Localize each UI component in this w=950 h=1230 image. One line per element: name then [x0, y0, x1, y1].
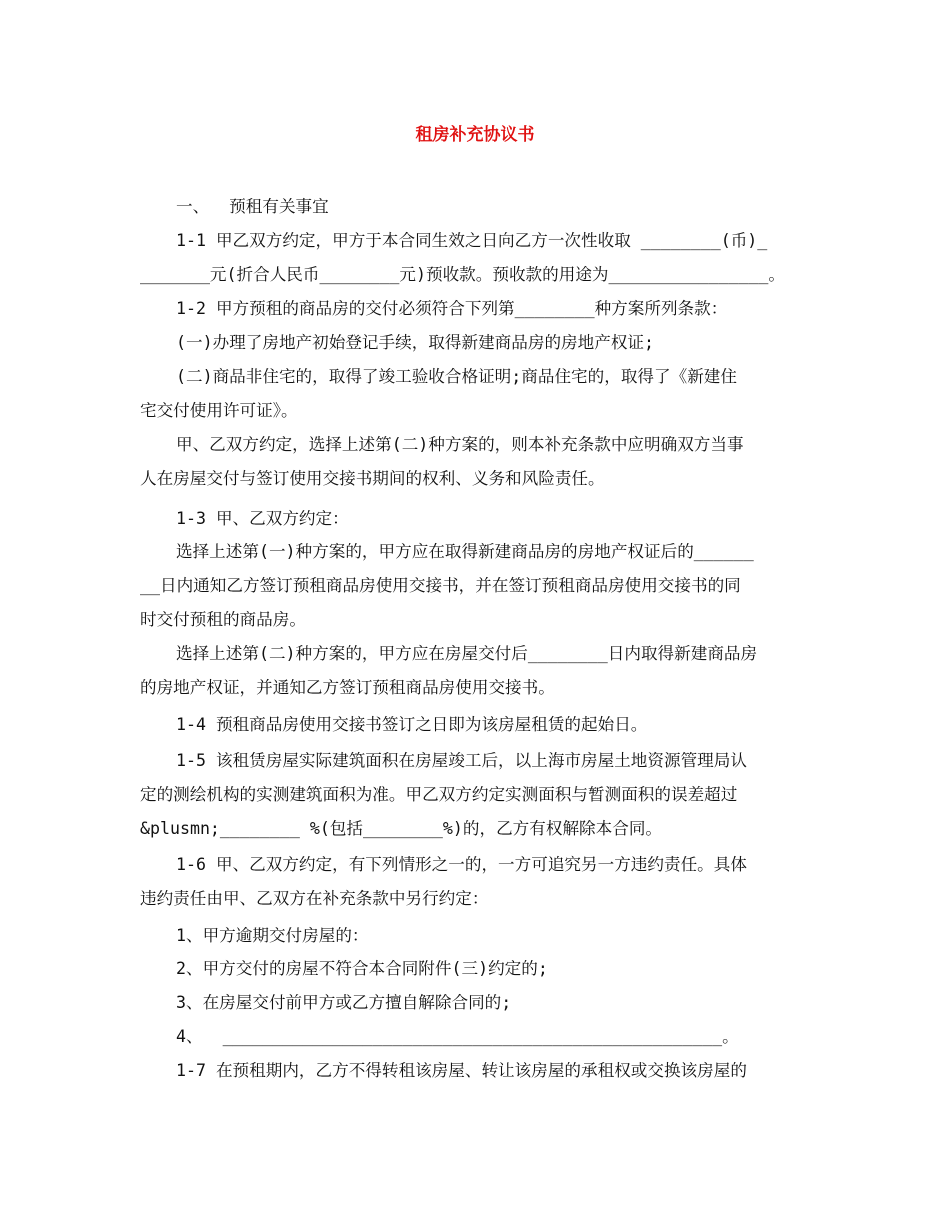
document-title: 租房补充协议书 [415, 125, 535, 145]
paragraph-line: 1-5 该租赁房屋实际建筑面积在房屋竣工后，以上海市房屋土地资源管理局认 [176, 751, 747, 770]
paragraph-line: 1-6 甲、乙双方约定，有下列情形之一的，一方可追究另一方违约责任。具体 [176, 855, 747, 874]
paragraph-line: 选择上述第(一)种方案的，甲方应在取得新建商品房的房地产权证后的______ [176, 542, 754, 561]
paragraph-line: (一)办理了房地产初始登记手续，取得新建商品房的房地产权证; [176, 333, 655, 352]
paragraph-line: 1-7 在预租期内，乙方不得转租该房屋、转让该房屋的承租权或交换该房屋的 [176, 1061, 747, 1080]
paragraph-line: 甲、乙双方约定，选择上述第(二)种方案的，则本补充条款中应明确双方当事 [176, 435, 744, 454]
paragraph-line: 1-1 甲乙双方约定，甲方于本合同生效之日向乙方一次性收取 ________(币)_ [176, 231, 768, 250]
paragraph-line: 1-2 甲方预租的商品房的交付必须符合下列第________种方案所列条款： [176, 299, 728, 318]
paragraph-line: _______元(折合人民币________元)预收款。预收款的用途为________________。 [140, 265, 785, 284]
paragraph-line: 时交付预租的商品房。 [140, 610, 306, 629]
list-item: 3、在房屋交付前甲方或乙方擅自解除合同的; [176, 993, 512, 1012]
list-item: 4、 __________________________________________________。 [176, 1027, 739, 1046]
paragraph-line: &plusmn;________ %(包括________%)的，乙方有权解除本合同。 [140, 819, 663, 838]
paragraph-line: 人在房屋交付与签订使用交接书期间的权利、义务和风险责任。 [140, 469, 605, 488]
paragraph-line: 定的测绘机构的实测建筑面积为准。甲乙双方约定实测面积与暂测面积的误差超过 [140, 785, 738, 804]
paragraph-line: (二)商品非住宅的，取得了竣工验收合格证明;商品住宅的，取得了《新建住 [176, 367, 737, 386]
paragraph-line: 的房地产权证，并通知乙方签订预租商品房使用交接书。 [140, 678, 555, 697]
paragraph-line: __日内通知乙方签订预租商品房使用交接书，并在签订预租商品房使用交接书的同 [140, 576, 741, 595]
paragraph-line: 选择上述第(二)种方案的，甲方应在房屋交付后________日内取得新建商品房 [176, 644, 758, 663]
list-item: 1、甲方逾期交付房屋的： [176, 926, 369, 945]
paragraph-line: 宅交付使用许可证》。 [140, 401, 298, 420]
paragraph-line: 违约责任由甲、乙双方在补充条款中另行约定： [140, 889, 489, 908]
paragraph-line: 1-4 预租商品房使用交接书签订之日即为该房屋租赁的起始日。 [176, 715, 648, 734]
paragraph-line: 1-3 甲、乙双方约定： [176, 509, 349, 528]
list-item: 2、甲方交付的房屋不符合本合同附件(三)约定的; [176, 959, 548, 978]
section-heading: 一、 预租有关事宜 [176, 197, 329, 216]
